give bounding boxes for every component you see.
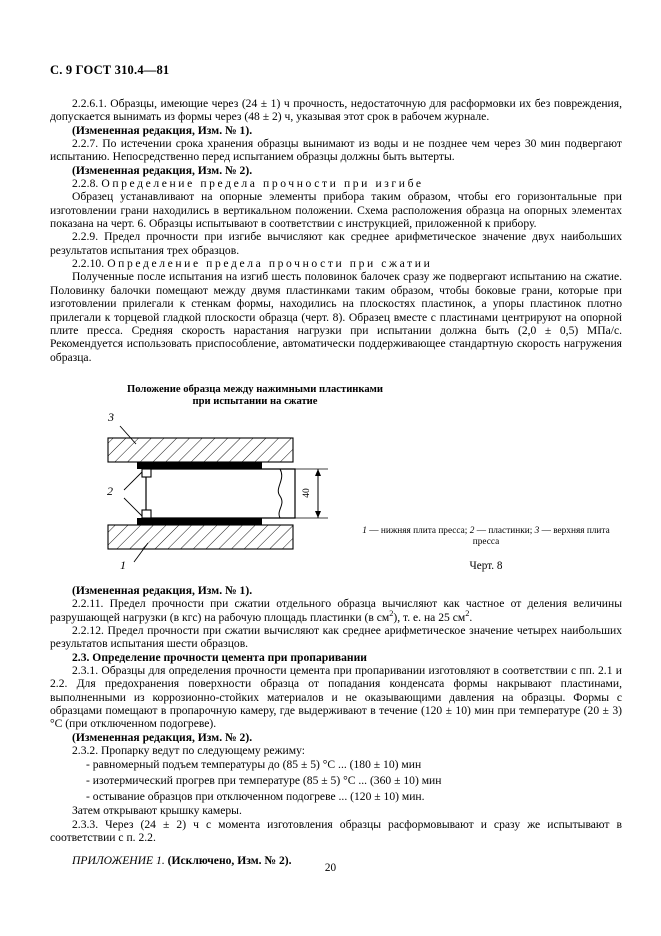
figure-dimension-label: 40: [301, 488, 312, 498]
heading-2-2-10-title: Определение предела прочности при сжатии: [107, 257, 433, 271]
legend-txt-3: — верхняя плита пресса: [472, 526, 610, 547]
paragraph-2-2-11-c: .: [469, 610, 473, 624]
figure-title-line-2: при испытании на сжатие: [192, 396, 318, 408]
heading-2-2-8: [50, 177, 622, 190]
revision-note-2: (Измененная редакция, Изм. № 2).: [72, 163, 253, 177]
legend-num-3: 3: [534, 526, 540, 536]
heading-2-2-8-title: Определение предела прочности при изгибе: [101, 177, 424, 191]
paragraph-2-2-11-a: 2.2.11. Предел прочности при сжатии отдельного образца вычисляют как частное от деления величины разрушающей нагрузки (в кгс) на рабочую площадь пластинки (в см: [50, 597, 622, 624]
heading-2-2-10: [50, 257, 622, 270]
legend-num-1: 1: [362, 526, 367, 536]
paragraph-2-2-12: 2.2.12. Предел прочности при сжатии вычисляют как среднее арифметическое значение четырех наибольших результатов испытания шести образцов.: [50, 624, 622, 651]
legend-txt-1: — нижняя плита пресса;: [366, 526, 470, 536]
legend-num-2: 2: [469, 526, 475, 536]
regime-bullet-3: - остывание образцов при отключенном подогреве ... (120 ± 10) мин.: [86, 789, 425, 803]
paragraph-2-2-10-text: Полученные после испытания на изгиб шесть половинок балочек сразу же подвергают испытанию на сжатие. Половинку балочки помещают между двумя пластинками таким образом, чтобы боковые грани, которые при изготовлении прилегали к стенкам формы, находились на плоскостях пластинок, а упоры пластинок плотно прилегали к торцевой гладкой плоскости образца (черт. 8). Образец вместе с пластинами центрируют на опорной плите пресса. Средняя скорость нарастания нагрузки при испытании должна быть (2,0 ± 0,5) МПа/с. Рекомендуется использовать приспособление, автоматически поддерживающее стандартную скорость нагружения образца.: [50, 270, 622, 364]
figure-legend: [350, 526, 622, 547]
revision-note-3: (Измененная редакция, Изм. № 1).: [72, 584, 253, 597]
paragraph-2-3-1: 2.3.1. Образцы для определения прочности цемента при пропаривании изготовляют в соответствии с пп. 2.1 и 2.2. Для предохранения поверхности образца от попадания конденсата формы накрывают пластинами, выполненными из коррозионно-стойких материалов и не оказывающими давления на образцы. Формы с образцами помещают в пропарочную камеру, где выдерживают в течение (120 ± 10) мин при температуре (20 ± 3) °С (при отключенном подогреве).: [50, 664, 622, 731]
heading-2-3-title: Определение прочности цемента при пропаривании: [92, 650, 367, 664]
appendix-title: ПРИЛОЖЕНИЕ 1.: [72, 854, 165, 868]
heading-2-3: [50, 651, 622, 664]
specimen: [142, 469, 295, 518]
revision-note-1: (Измененная редакция, Изм. № 1).: [72, 123, 253, 137]
page-header: С. 9 ГОСТ 310.4—81: [50, 63, 170, 77]
figure-title-line-1: Положение образца между нажимными пластинками: [127, 384, 383, 395]
heading-2-2-8-number: 2.2.8.: [72, 177, 102, 191]
upper-pressing-plate: [137, 462, 262, 469]
sup-sq-2: 2: [465, 608, 470, 618]
document-body-top: [50, 97, 622, 364]
paragraph-2-2-9: 2.2.9. Предел прочности при изгибе вычисляют как среднее арифметическое значение двух наибольших результатов испытания трех образцов.: [50, 230, 622, 257]
page-number: 20: [324, 862, 337, 874]
lower-pressing-plate: [137, 518, 262, 525]
compression-test-diagram-svg: [90, 410, 380, 570]
figure-label-3: 3: [108, 410, 114, 424]
figure-number: Черт. 8: [469, 560, 503, 572]
regime-bullet-1: - равномерный подъем температуры до (85 ± 5) °С ... (180 ± 10) мин: [86, 758, 422, 772]
paragraph-2-2-6-1: 2.2.6.1. Образцы, имеющие через (24 ± 1) ч прочность, недостаточную для расформовки их без повреждения, допускается вынимать из формы через (48 ± 2) ч, указывая этот срок в рабочем журнале.: [50, 97, 622, 124]
figure-drawing: [90, 410, 380, 575]
document-body-bottom: [50, 584, 622, 868]
heading-2-2-10-number: 2.2.10.: [72, 257, 108, 271]
paragraph-2-2-7: 2.2.7. По истечении срока хранения образцы вынимают из воды и не позднее чем через 30 мин подвергают испытанию. Непосредственно перед испытанием образцы должны быть вытерты.: [50, 137, 622, 164]
figure-title: [95, 384, 415, 408]
heading-2-3-number: 2.3.: [72, 650, 93, 664]
paragraph-2-2-11: [50, 597, 622, 624]
figure-label-1: 1: [120, 558, 126, 572]
paragraph-2-2-8-text: Образец устанавливают на опорные элементы прибора таким образом, чтобы его горизонтальные при изготовлении грани находились в вертикальном положении. Схема расположения образца на опорных элементах показана на черт. 6. Образцы испытывают в соответствии с инструкцией, приложенной к прибору.: [50, 190, 622, 231]
paragraph-2-3-2: 2.3.2. Пропарку ведут по следующему режиму:: [72, 744, 305, 758]
appendix-status: (Исключено, Изм. № 2).: [164, 854, 292, 868]
sup-sq-1: 2: [389, 608, 394, 618]
regime-bullet-2: - изотермический прогрев при температуре (85 ± 5) °С ... (360 ± 10) мин: [86, 774, 442, 788]
paragraph-open-lid: Затем открывают крышку камеры.: [72, 804, 242, 818]
paragraph-2-3-3: 2.3.3. Через (24 ± 2) ч с момента изготовления образцы расформовывают и сразу же испытывают в соответствии с п. 2.2.: [50, 817, 622, 844]
upper-press-plate: [108, 438, 293, 462]
revision-note-4: (Измененная редакция, Изм. № 2).: [72, 730, 253, 744]
legend-txt-2: — пластинки;: [474, 526, 535, 536]
lower-press-plate: [108, 525, 293, 549]
paragraph-2-2-11-b: ), т. е. на 25 см: [393, 610, 466, 624]
figure-8: [50, 384, 622, 579]
figure-label-2: 2: [107, 484, 113, 498]
